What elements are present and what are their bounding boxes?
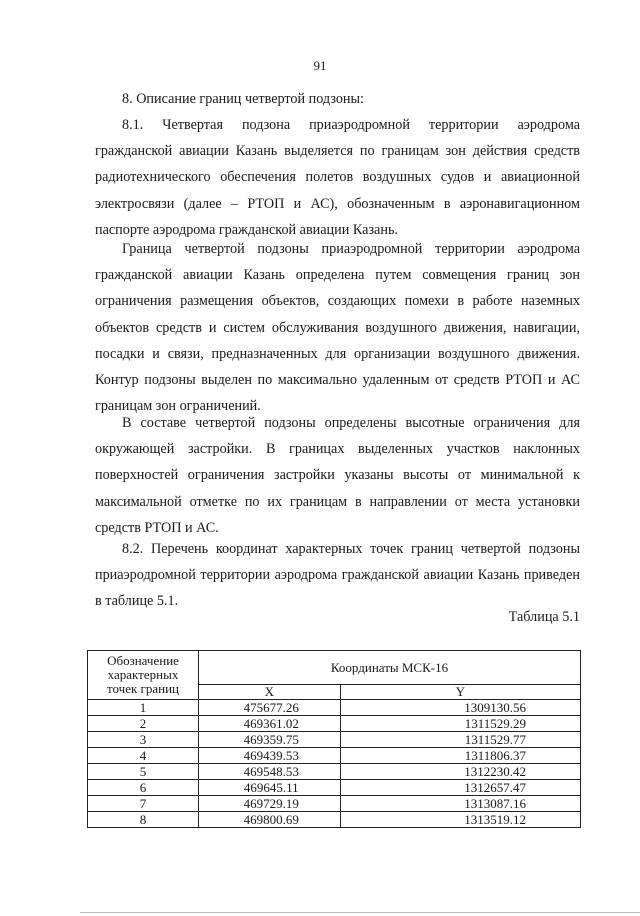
header-points: Обозначение характерных точек границ [88, 651, 199, 700]
point-cell: 6 [88, 780, 199, 796]
paragraph-8-2: 8.2. Перечень координат характерных точек границ четвертой подзоны приаэродромной территории аэродрома гражданской авиации Казань приведен в таблице 5.1. [95, 541, 580, 610]
table-row [88, 716, 581, 732]
table-row [88, 796, 581, 812]
x-cell: 469548.53 [199, 764, 341, 780]
y-cell: 1313087.16 [340, 796, 580, 812]
y-cell: 1311806.37 [340, 748, 580, 764]
y-cell: 1311529.77 [340, 732, 580, 748]
header-coords: Координаты МСК-16 [199, 651, 581, 685]
x-cell: 469645.11 [199, 780, 341, 796]
point-cell: 5 [88, 764, 199, 780]
scan-edge-line [80, 912, 640, 913]
point-cell: 4 [88, 748, 199, 764]
x-cell: 469359.75 [199, 732, 341, 748]
coordinates-table [87, 650, 581, 828]
y-cell: 1311529.29 [340, 716, 580, 732]
header-y: Y [340, 685, 580, 700]
x-cell: 469361.02 [199, 716, 341, 732]
section-heading: 8. Описание границ четвертой подзоны: [122, 91, 364, 107]
y-cell: 1312657.47 [340, 780, 580, 796]
point-cell: 8 [88, 812, 199, 828]
x-cell: 469800.69 [199, 812, 341, 828]
table-row [88, 780, 581, 796]
paragraph-boundary: Граница четвертой подзоны приаэродромной территории аэродрома гражданской авиации Казань определена путем совмещения границ зон ограничения размещения объектов, создающих помехи в работе наземных объектов средств и систем обслуживания воздушного движения, навигации, посадки и связи, предназначенных для организации воздушного движения. Контур подзоны выделен по максимально удаленным от средств РТОП и АС границам зон ограничений. [95, 241, 580, 415]
x-cell: 469439.53 [199, 748, 341, 764]
point-cell: 3 [88, 732, 199, 748]
table-caption: Таблица 5.1 [508, 609, 580, 625]
y-cell: 1312230.42 [340, 764, 580, 780]
paragraph-height-limits: В составе четвертой подзоны определены высотные ограничения для окружающей застройки. В границах выделенных участков наклонных поверхностей ограничения застройки указаны высоты от минимальной к максимальной отметке по их границам в направлении от места установки средств РТОП и АС. [95, 415, 580, 536]
table-row [88, 764, 581, 780]
header-x: X [199, 685, 341, 700]
point-cell: 7 [88, 796, 199, 812]
table-row [88, 812, 581, 828]
y-cell: 1313519.12 [340, 812, 580, 828]
x-cell: 469729.19 [199, 796, 341, 812]
paragraph-8-1: 8.1. Четвертая подзона приаэродромной территории аэродрома гражданской авиации Казань выделяется по границам зон действия средств радиотехнического обеспечения полетов воздушных судов и авиационной электросвязи (далее – РТОП и АС), обозначенным в аэронавигационном паспорте аэродрома гражданской авиации Казань. [95, 117, 580, 238]
table-row [88, 748, 581, 764]
table-row [88, 732, 581, 748]
y-cell: 1309130.56 [340, 700, 580, 716]
x-cell: 475677.26 [199, 700, 341, 716]
table-row [88, 700, 581, 716]
point-cell: 1 [88, 700, 199, 716]
point-cell: 2 [88, 716, 199, 732]
page-number: 91 [313, 58, 327, 73]
